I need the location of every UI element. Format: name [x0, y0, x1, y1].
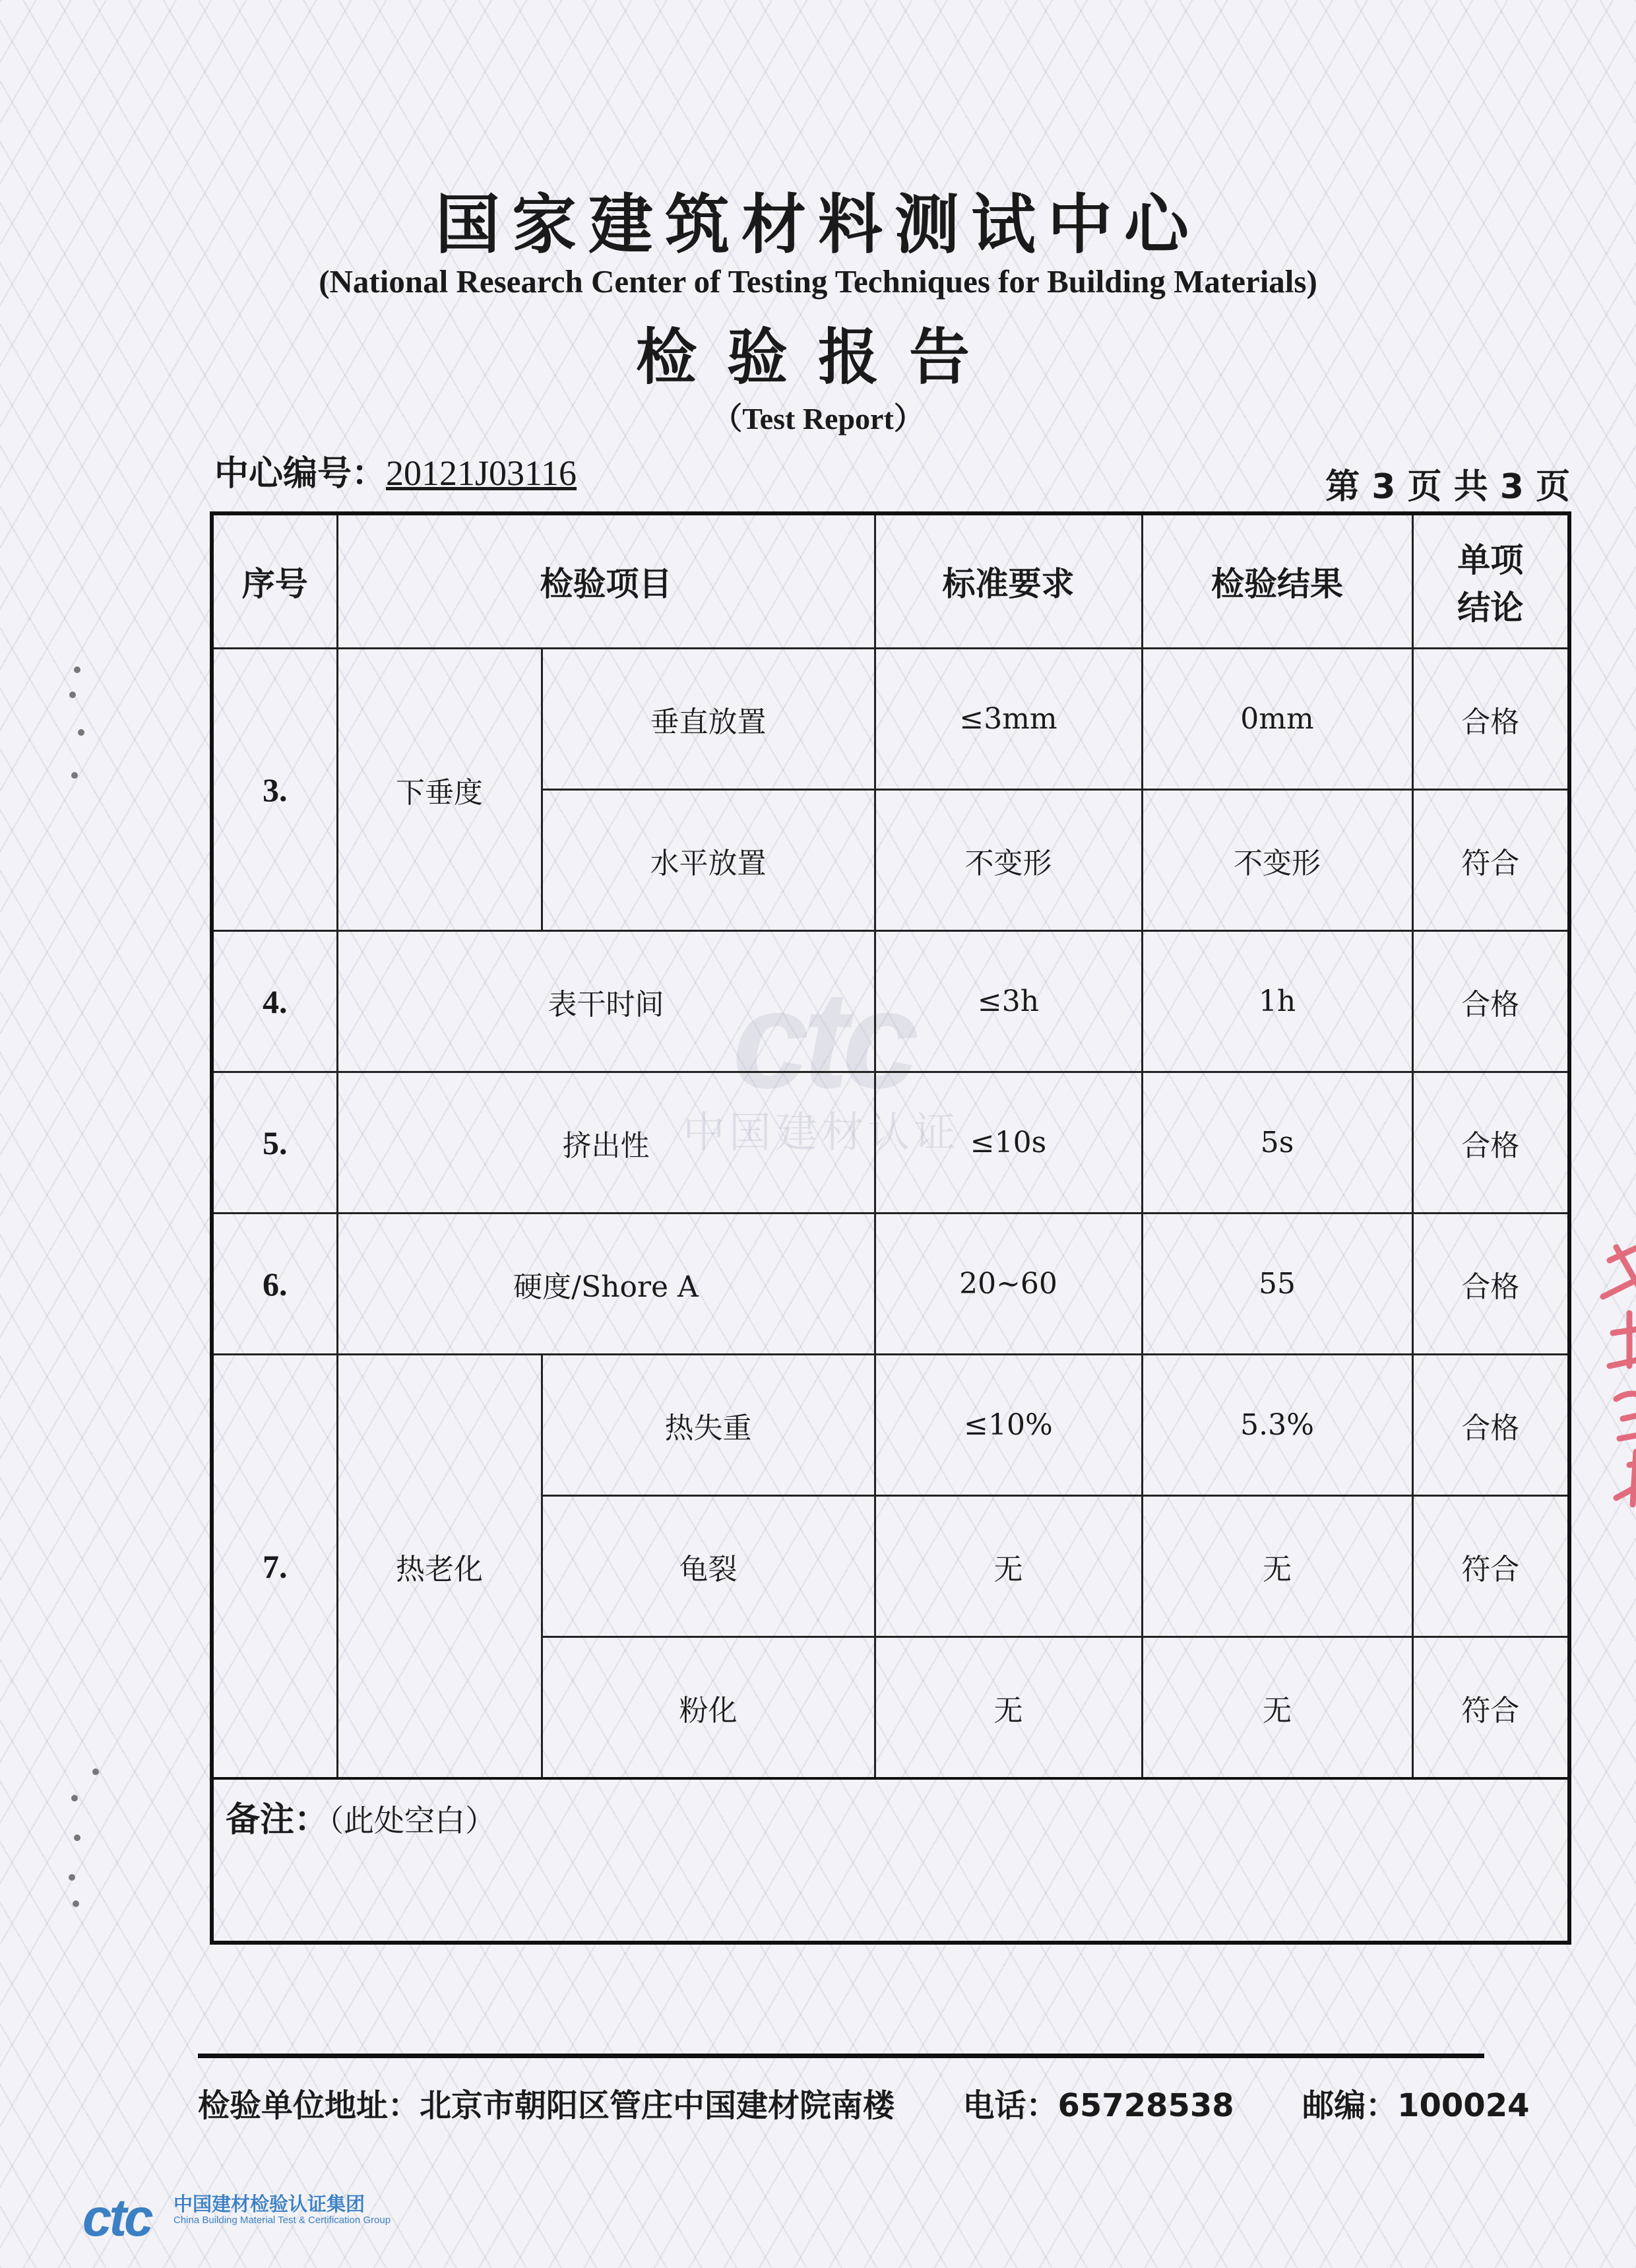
- footer-divider: [198, 2054, 1484, 2058]
- scan-speck: [69, 1874, 75, 1881]
- center-number-label: 中心编号：: [214, 454, 387, 494]
- page-info: 第 3 页 共 3 页: [1325, 467, 1570, 507]
- scan-speck: [74, 666, 80, 673]
- row-standard: ≤3mm: [875, 649, 1142, 790]
- row-item: 表干时间: [337, 931, 875, 1072]
- header-conclusion-line1: 单项: [1457, 541, 1524, 579]
- footer-phone: 电话：65728538: [962, 2087, 1234, 2124]
- scan-speck: [78, 729, 84, 736]
- row-conclusion: 符合: [1412, 1637, 1569, 1779]
- header-conclusion: [1412, 513, 1569, 649]
- red-seal-stamp-fragment: [1590, 1234, 1636, 1511]
- header-seq: 序号: [212, 513, 337, 649]
- row-number: 5.: [212, 1072, 337, 1214]
- scan-speck: [73, 1900, 79, 1907]
- footer-postcode: 邮编：100024: [1302, 2087, 1530, 2124]
- institution-title-cn: 国家建筑材料测试中心: [435, 187, 1201, 263]
- row-conclusion: 符合: [1412, 790, 1569, 931]
- watermark-logo: ctc: [732, 962, 913, 1117]
- row-result: 无: [1142, 1496, 1412, 1637]
- row-result: 55: [1142, 1214, 1412, 1355]
- scan-speck: [71, 1795, 78, 1801]
- test-results-table: [210, 511, 1571, 1945]
- row-subitem: 水平放置: [542, 790, 875, 931]
- row-result: 5s: [1142, 1072, 1412, 1214]
- row-standard: ≤10%: [875, 1355, 1142, 1496]
- scan-speck: [92, 1768, 99, 1775]
- row-standard: 无: [875, 1496, 1142, 1637]
- remark-cell: [212, 1778, 1569, 1943]
- table-row: [212, 649, 1569, 790]
- row-conclusion: 合格: [1412, 1072, 1569, 1214]
- row-standard: 无: [875, 1637, 1142, 1779]
- row-conclusion: 合格: [1412, 931, 1569, 1072]
- row-result: 不变形: [1142, 790, 1412, 931]
- row-result: 1h: [1142, 931, 1412, 1072]
- row-result: 5.3%: [1142, 1355, 1412, 1496]
- row-standard: ≤3h: [875, 931, 1142, 1072]
- remark-label: 备注：: [226, 1800, 329, 1840]
- ctc-logo-name-cn: 中国建材检验认证集团: [173, 2193, 365, 2215]
- institution-title-en: (National Research Center of Testing Techniques for Building Materials): [319, 263, 1317, 300]
- row-number: 6.: [212, 1214, 337, 1355]
- row-conclusion: 符合: [1412, 1496, 1569, 1637]
- row-conclusion: 合格: [1412, 1214, 1569, 1355]
- footer-address: 检验单位地址：北京市朝阳区管庄中国建材院南楼: [198, 2087, 895, 2124]
- header-conclusion-line2: 结论: [1457, 589, 1524, 627]
- remark-text: （此处空白）: [329, 1803, 496, 1838]
- report-title-cn: 检验报告: [635, 322, 1000, 393]
- header-result: 检验结果: [1142, 513, 1412, 649]
- table-row: [212, 1355, 1569, 1496]
- row-subitem: 热失重: [542, 1355, 875, 1496]
- row-item: 热老化: [337, 1355, 542, 1779]
- watermark-text: 中国建材认证: [683, 1109, 960, 1157]
- footer: [198, 2080, 1530, 2125]
- row-number: 7.: [212, 1355, 337, 1779]
- scan-speck: [71, 772, 78, 779]
- scan-speck: [74, 1834, 80, 1841]
- row-item: 硬度/Shore A: [337, 1214, 875, 1355]
- row-subitem: 粉化: [542, 1637, 875, 1779]
- report-title-en: （Test Report）: [712, 402, 924, 436]
- header-standard: 标准要求: [875, 513, 1142, 649]
- row-standard: 20~60: [875, 1214, 1142, 1355]
- table-row: [212, 931, 1569, 1072]
- row-standard: 不变形: [875, 790, 1142, 931]
- remark-row: [212, 1778, 1569, 1943]
- row-result: 0mm: [1142, 649, 1412, 790]
- row-number: 3.: [212, 649, 337, 931]
- row-number: 4.: [212, 931, 337, 1072]
- row-subitem: 垂直放置: [542, 649, 875, 790]
- row-standard: ≤10s: [875, 1072, 1142, 1214]
- center-number-value: 20121J03116: [386, 453, 577, 493]
- row-result: 无: [1142, 1637, 1412, 1779]
- row-subitem: 龟裂: [542, 1496, 875, 1637]
- table-header-row: [212, 513, 1569, 649]
- table-row: [212, 1214, 1569, 1355]
- row-conclusion: 合格: [1412, 649, 1569, 790]
- table-row: [212, 1072, 1569, 1214]
- scan-speck: [69, 692, 76, 698]
- row-item: 下垂度: [337, 649, 542, 931]
- ctc-logo-mark: ctc: [82, 2188, 151, 2247]
- row-item: 挤出性: [337, 1072, 875, 1214]
- ctc-logo-name-en: China Building Material Test & Certification Group: [173, 2215, 391, 2226]
- row-conclusion: 合格: [1412, 1355, 1569, 1496]
- center-number: [214, 445, 577, 495]
- header-item: 检验项目: [337, 513, 875, 649]
